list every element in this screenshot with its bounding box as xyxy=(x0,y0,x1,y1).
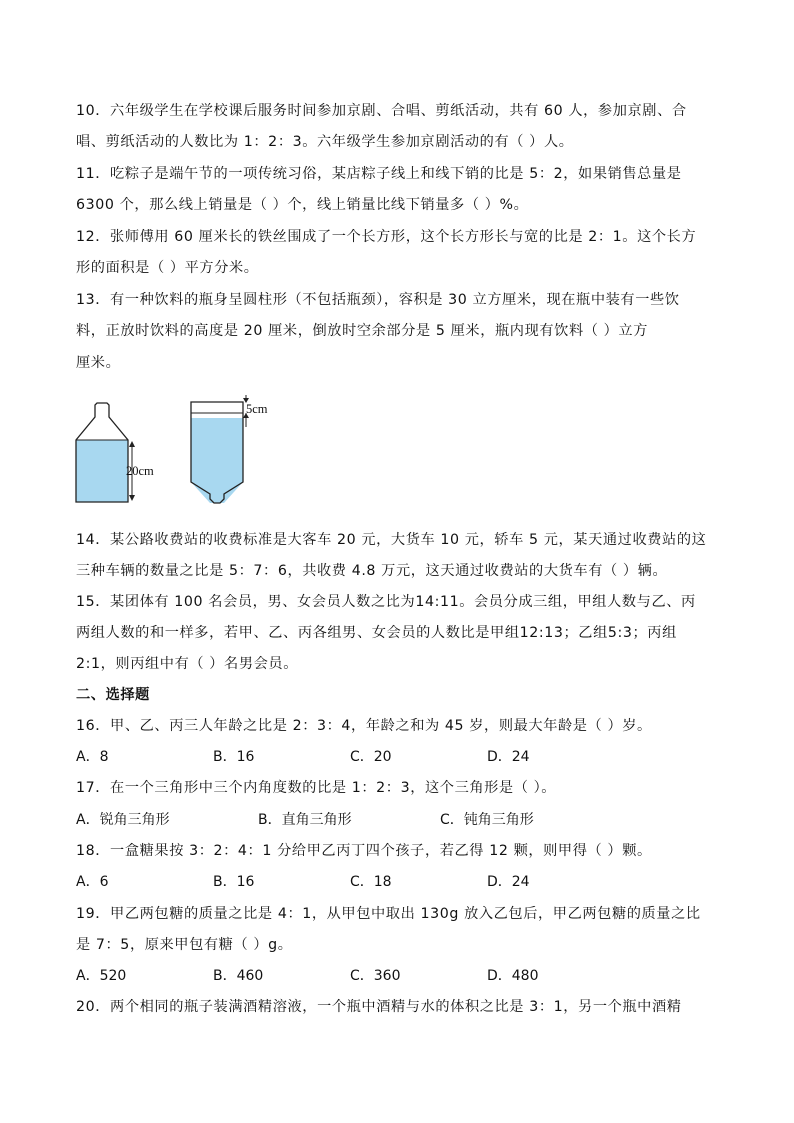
q12-line1: 12．张师傅用 60 厘米长的铁丝围成了一个长方形，这个长方形长与宽的比是 2：1。这个长方 xyxy=(76,229,697,245)
q16-option-a[interactable]: A．8 xyxy=(76,749,109,765)
q13-line3: 厘米。 xyxy=(76,355,121,371)
q17-option-a[interactable]: A．锐角三角形 xyxy=(76,812,170,828)
q11-line1: 11．吃粽子是端午节的一项传统习俗，某店粽子线上和线下销的比是 5：2，如果销售总量是 xyxy=(76,166,682,182)
q17-option-b[interactable]: B．直角三角形 xyxy=(258,812,352,828)
q19-option-d[interactable]: D．480 xyxy=(487,968,539,984)
q19-line2: 是 7：5，原来甲包有糖（ ）g。 xyxy=(76,937,293,953)
q19-option-a[interactable]: A．520 xyxy=(76,968,127,984)
q16-stem: 16．甲、乙、丙三人年龄之比是 2：3：4，年龄之和为 45 岁，则最大年龄是（ ）岁。 xyxy=(76,718,652,734)
q15-line3: 2:1，则丙组中有（ ）名男会员。 xyxy=(76,656,298,672)
q15-line1: 15．某团体有 100 名会员，男、女会员人数之比为14:11。会员分成三组，甲组人数与乙、丙 xyxy=(76,594,696,610)
q16-option-c[interactable]: C．20 xyxy=(350,749,392,765)
q14-line1: 14．某公路收费站的收费标准是大客车 20 元，大货车 10 元，轿车 5 元，某天通过收费站的这 xyxy=(76,532,707,548)
label-20cm: 20cm xyxy=(126,464,154,478)
q16-option-b[interactable]: B．16 xyxy=(213,749,255,765)
q15-line2: 两组人数的和一样多，若甲、乙、丙各组男、女会员的人数比是甲组12:13；乙组5:3；丙组 xyxy=(76,625,677,641)
q18-option-a[interactable]: A．6 xyxy=(76,874,109,890)
label-5cm: 5cm xyxy=(246,402,268,416)
q17-stem: 17．在一个三角形中三个内角度数的比是 1：2：3，这个三角形是（ ）。 xyxy=(76,780,557,796)
q13-line1: 13．有一种饮料的瓶身呈圆柱形（不包括瓶颈），容积是 30 立方厘米，现在瓶中装有一些饮 xyxy=(76,292,680,308)
q17-option-c[interactable]: C．钝角三角形 xyxy=(440,812,534,828)
q19-option-c[interactable]: C．360 xyxy=(350,968,401,984)
inverted-liquid xyxy=(191,418,243,482)
q12-line2: 形的面积是（ ）平方分米。 xyxy=(76,260,259,276)
q20-line1: 20．两个相同的瓶子装满酒精溶液，一个瓶中酒精与水的体积之比是 3：1，另一个瓶中酒精 xyxy=(76,999,682,1015)
q14-line2: 三种车辆的数量之比是 5：7：6，共收费 4.8 万元，这天通过收费站的大货车有（ ）辆。 xyxy=(76,563,668,579)
q19-option-b[interactable]: B．460 xyxy=(213,968,264,984)
q18-option-d[interactable]: D．24 xyxy=(487,874,530,890)
q10-line2: 唱、剪纸活动的人数比为 1：2：3。六年级学生参加京剧活动的有（ ）人。 xyxy=(76,134,574,150)
q18-stem: 18．一盒糖果按 3：2：4：1 分给甲乙丙丁四个孩子，若乙得 12 颗，则甲得（ ）颗。 xyxy=(76,843,652,859)
q16-option-d[interactable]: D．24 xyxy=(487,749,530,765)
q13-line2: 料，正放时饮料的高度是 20 厘米，倒放时空余部分是 5 厘米，瓶内现有饮料（ ）立方 xyxy=(76,323,648,339)
q11-line2: 6300 个，那么线上销量是（ ）个，线上销量比线下销量多（ ）%。 xyxy=(76,197,529,213)
section-heading-choice: 二、选择题 xyxy=(76,687,150,703)
q19-line1: 19．甲乙两包糖的质量之比是 4：1，从甲包中取出 130g 放入乙包后，甲乙两包糖的质量之比 xyxy=(76,906,701,922)
q10-line1: 10．六年级学生在学校课后服务时间参加京剧、合唱、剪纸活动，共有 60 人，参加京剧、合 xyxy=(76,103,687,119)
q18-option-b[interactable]: B．16 xyxy=(213,874,255,890)
bottle-figure xyxy=(70,395,290,510)
upright-liquid xyxy=(76,440,128,502)
q18-option-c[interactable]: C．18 xyxy=(350,874,392,890)
